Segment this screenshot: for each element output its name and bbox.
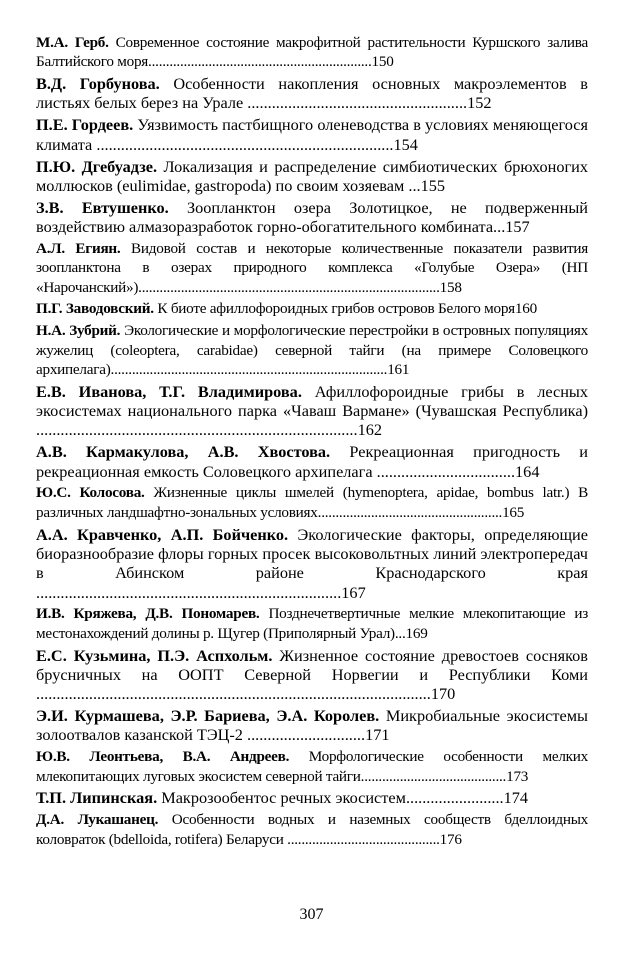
entry-authors: Е.В. Иванова, Т.Г. Владимирова. <box>36 381 302 401</box>
entry-page-number: 176 <box>439 830 462 848</box>
entry-authors: Т.П. Липинская. <box>36 788 158 808</box>
dot-leader: ... <box>404 175 421 195</box>
dot-leader: .............................................................................. <box>110 360 388 378</box>
entry-title: Особенности накопления основных макроэлементов в листьях белых берез на Урале <box>36 74 588 113</box>
entry-page-number: 170 <box>430 684 456 704</box>
entry-title: Локализация и распределение симбиотических брюхоногих моллюсков (eulimidae, gastropoda) по своим хозяевам <box>36 156 588 195</box>
dot-leader: ......................................... <box>360 767 507 785</box>
toc-entry <box>36 483 588 522</box>
toc-entry <box>36 706 588 745</box>
entry-page-number: 174 <box>503 788 529 808</box>
dot-leader: ..................................................................................... <box>138 278 440 296</box>
toc-entry <box>36 788 588 807</box>
dot-leader: ............................. <box>242 725 366 745</box>
entry-title: Особенности водных и наземных сообществ бделлоидных коловраток (bdelloida, rotifera) Беларуси <box>36 811 588 848</box>
entry-authors: Е.С. Кузьмина, П.Э. Аспхольм. <box>36 645 273 665</box>
dot-leader: ................................................................................................. <box>36 684 431 704</box>
toc-entry <box>36 33 588 72</box>
entry-page-number: 150 <box>371 53 394 71</box>
entry-page-number: 157 <box>505 217 530 237</box>
entry-page-number: 164 <box>515 461 540 481</box>
entry-authors: В.Д. Горбунова. <box>36 74 160 94</box>
toc-entry <box>36 747 588 786</box>
dot-leader: ...................................................... <box>243 93 468 113</box>
entry-title: Жизненные циклы шмелей (hymenoptera, apidae, bombus latr.) В различных ландшафтно-зональных условиях <box>36 484 589 521</box>
entry-title: Макрозообентос речных экосистем <box>161 788 406 808</box>
toc-entry <box>36 810 588 849</box>
entry-title: Уязвимость пастбищного оленеводства в условиях меняющегося климата <box>36 115 588 154</box>
entry-page-number: 171 <box>365 725 390 745</box>
entry-page-number: 152 <box>467 93 492 113</box>
entry-authors: П.Ю. Дгебуадзе. <box>36 156 158 176</box>
entry-authors: А.В. Кармакулова, А.В. Хвостова. <box>36 442 331 462</box>
dot-leader: ............................................................... <box>148 53 372 71</box>
entry-authors: П.Г. Заводовский. <box>36 300 154 318</box>
toc-entry <box>36 604 588 643</box>
entry-authors: З.В. Евтушенко. <box>36 197 169 217</box>
entry-authors: А.Л. Егиян. <box>36 239 121 257</box>
entry-authors: И.В. Кряжева, Д.В. Пономарев. <box>36 605 260 623</box>
toc-entry <box>36 525 588 602</box>
dot-leader: ......................................................................... <box>92 134 394 154</box>
entry-authors: М.А. Герб. <box>36 34 109 51</box>
toc-entry <box>36 646 588 704</box>
toc-entry <box>36 442 588 481</box>
entry-title: Морфологические особенности мелких млекопитающих луговых экосистем северной тайги <box>36 748 589 785</box>
entry-title: Рекреационная пригодность и рекреационная емкость Соловецкого архипелага <box>36 442 588 481</box>
toc-entry <box>36 157 588 196</box>
toc-entry <box>36 382 588 440</box>
entry-title: Жизненное состояние древостоев сосняков брусничных на ООПТ Северной Норвегии и Республики Коми <box>36 645 588 684</box>
entry-title: Современное состояние макрофитной растительности Куршского залива Балтийского моря <box>36 34 589 71</box>
toc-entry <box>36 115 588 154</box>
entry-title: Афиллофороидные грибы в лесных экосистемах национального парка «Чаваш Вармане» (Чувашская Республика) <box>36 381 588 421</box>
dot-leader: ... <box>394 624 406 642</box>
entry-title: Видовой состав и некоторые количественные показатели развития зоопланктона в озерах природного комплекса «Голубые Озера» (НП «Нарочанский») <box>36 239 589 296</box>
toc-entry <box>36 239 588 297</box>
entry-authors: Ю.В. Леонтьева, В.А. Андреев. <box>36 748 290 766</box>
entry-page-number: 160 <box>514 300 537 318</box>
table-of-contents <box>36 33 588 852</box>
entry-authors: А.А. Кравченко, А.П. Бойченко. <box>36 524 289 544</box>
entry-title: Зоопланктон озера Золотицкое, не подверженный воздействию алмазоразработок горно-обогатительного комбината <box>36 197 588 237</box>
entry-page-number: 154 <box>393 134 418 154</box>
toc-entry <box>36 299 588 318</box>
dot-leader: ........................................... <box>283 830 440 848</box>
entry-authors: Н.А. Зубрий. <box>36 322 121 340</box>
dot-leader: ........................ <box>405 788 504 808</box>
toc-entry <box>36 321 588 379</box>
dot-leader: ............................................................................... <box>36 420 358 440</box>
entry-title: Микробиальные экосистемы золоотвалов казанской ТЭЦ-2 <box>36 706 588 745</box>
page-number: 307 <box>299 906 324 923</box>
entry-authors: Д.А. Лукашанец. <box>36 811 159 829</box>
entry-title: К биоте афиллофороидных грибов островов Белого моря <box>157 300 515 318</box>
toc-entry <box>36 198 588 237</box>
entry-title: Экологические и морфологические перестройки в островных популяциях жужелиц (coleoptera, carabidae) северной тайги (на примере Соловецкого архипелага) <box>36 322 588 378</box>
entry-page-number: 161 <box>387 360 410 378</box>
entry-page-number: 173 <box>506 767 529 785</box>
entry-page-number: 165 <box>502 503 525 521</box>
entry-title: Позднечетвертичные мелкие млекопитающие из местонахождений долины р. Щугер (Приполярный Урал) <box>36 605 588 642</box>
dot-leader: .................................. <box>372 461 516 481</box>
entry-page-number: 162 <box>357 420 382 440</box>
entry-page-number: 155 <box>420 175 446 195</box>
entry-page-number: 169 <box>405 624 428 642</box>
entry-authors: Э.И. Курмашева, Э.Р. Бариева, Э.А. Королев. <box>36 706 380 726</box>
dot-leader: .................................................... <box>317 503 503 521</box>
dot-leader: ... <box>493 217 506 237</box>
entry-page-number: 167 <box>341 582 366 602</box>
entry-authors: Ю.С. Колосова. <box>36 484 145 502</box>
entry-page-number: 158 <box>439 278 462 296</box>
entry-authors: П.Е. Гордеев. <box>36 115 134 135</box>
entry-title: Экологические факторы, определяющие биоразнообразие флоры горных просек высоковольтных линий электропередач в Абинском районе Краснодарского края <box>36 524 588 583</box>
toc-entry <box>36 74 588 113</box>
dot-leader: ........................................................................... <box>36 582 342 602</box>
